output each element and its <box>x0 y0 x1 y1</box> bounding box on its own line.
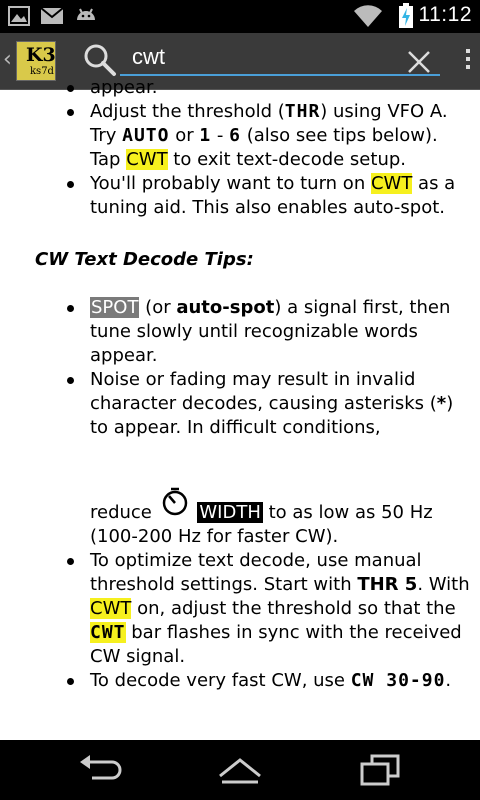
tips-list <box>0 296 480 693</box>
list-item: Adjust the threshold (THR) using VFO A. Try AUTO or 1 - 6 (also see tips below). Tap CWT to exit text-decode setup. <box>0 100 480 172</box>
wifi-icon <box>353 4 383 28</box>
gmail-icon <box>40 6 64 26</box>
android-icon <box>74 6 98 26</box>
help-content <box>0 77 480 740</box>
search-highlight: CWT <box>90 622 126 643</box>
back-icon[interactable] <box>70 752 130 788</box>
list-item: appear. <box>0 76 480 100</box>
search-highlight: CWT <box>126 149 168 170</box>
gallery-icon <box>8 6 30 26</box>
section-heading: CW Text Decode Tips: <box>35 249 254 270</box>
search-highlight: CWT <box>90 598 132 619</box>
status-time: 11:12 <box>418 3 472 26</box>
auto-label: AUTO <box>122 125 170 146</box>
list-item: You'll probably want to turn on CWT as a tuning aid. This also enables auto-spot. <box>0 172 480 220</box>
up-caret-icon[interactable]: ‹ <box>3 47 12 72</box>
vfo-knob-icon <box>160 486 190 516</box>
close-icon[interactable] <box>402 45 436 79</box>
setup-steps-list <box>0 76 480 220</box>
width-button-label: WIDTH <box>199 502 261 523</box>
search-icon <box>83 43 117 77</box>
battery-charging-icon <box>398 3 414 29</box>
list-item: To decode very fast CW, use CW 30-90. <box>0 669 480 693</box>
search-input[interactable] <box>120 40 440 76</box>
app-logo-title: K3 <box>26 44 56 66</box>
search-highlight: CWT <box>370 173 413 194</box>
list-item: SPOT (or auto-spot) a signal first, then tune slowly until recognizable words appear. <box>0 296 480 368</box>
navigation-bar <box>0 740 480 800</box>
recent-apps-icon[interactable] <box>350 752 410 788</box>
home-icon[interactable] <box>210 752 270 788</box>
thr-label: THR <box>284 101 321 122</box>
list-item: Noise or fading may result in invalid character decodes, causing asterisks (*) to appear. In difficult conditions, reduce WIDTH to as low as 50 Hz (100-200 Hz for faster CW). <box>0 368 480 549</box>
app-logo-subtitle: ks7d <box>30 66 54 77</box>
overflow-menu-icon[interactable] <box>462 45 474 79</box>
app-logo[interactable] <box>16 41 56 81</box>
spot-button-label: SPOT <box>91 297 139 318</box>
status-bar <box>0 0 480 33</box>
list-item: To optimize text decode, use manual threshold settings. Start with THR 5. With CWT on, adjust the threshold so that the CWT bar flashes in sync with the received CW signal. <box>0 549 480 669</box>
